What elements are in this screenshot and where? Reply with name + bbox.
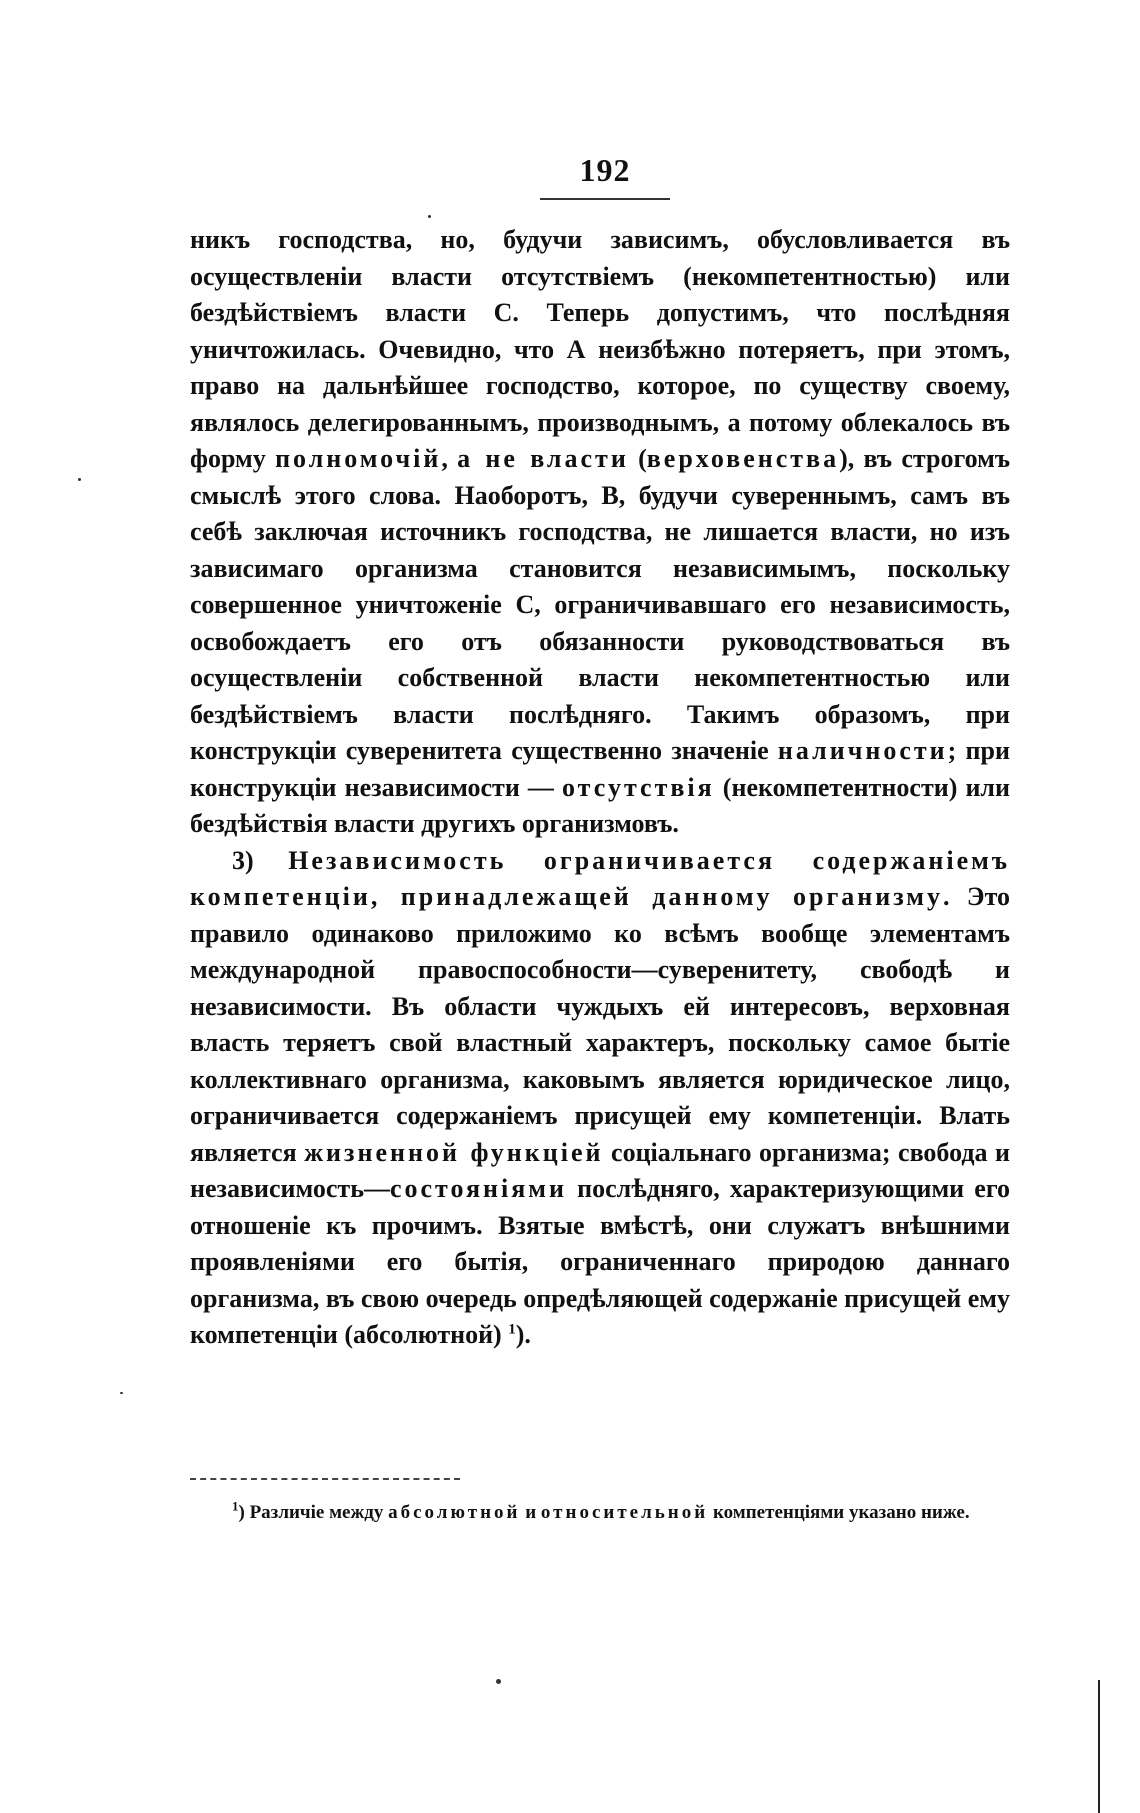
page-number: 192 — [579, 152, 631, 188]
paragraph-1-spaced-1: полномочій — [275, 444, 442, 473]
paragraph-1-spaced-3: верховенства — [646, 444, 840, 473]
footnote-mark: 1 — [232, 1498, 239, 1514]
paragraph-2-spaced-1: Независимость ограничивается содержаніемъ компетенціи, принадлежащей данному организму — [190, 845, 1010, 911]
paragraph-2 — [190, 843, 1010, 1354]
scan-speck — [78, 478, 81, 481]
paragraph-2-text-4: ). — [515, 1320, 531, 1349]
footnote — [190, 1496, 1010, 1530]
paragraph-1-spaced-4: наличности — [777, 736, 948, 765]
paragraph-1-text-3: ( — [628, 444, 647, 473]
paragraph-2-text-3: послѣдняго, характеризующими его отношеніе къ прочимъ. Взятые вмѣстѣ, они служатъ внѣшними проявленіями его бытія, ограниченнаго природою даннаго организма, въ свою очередь опредѣляющей содержаніе присущей ему компетенціи (абсолютной) — [190, 1174, 1011, 1349]
paragraph-2-text-2: соціальнаго организма; свобода и независимость— — [190, 1137, 1011, 1203]
body-text — [190, 222, 1010, 1354]
paragraph-1-text-2: , — [441, 444, 458, 473]
footnote-text-2: и — [520, 1502, 541, 1523]
footnote-text-1: ) Различіе между — [238, 1502, 389, 1523]
paragraph-1-spaced-2: а не власти — [457, 444, 629, 473]
footnote-spaced-2: относительной — [540, 1502, 709, 1523]
page-number-underline — [540, 198, 670, 200]
footnote-spaced-1: абсолютной — [388, 1502, 521, 1523]
scan-edge-line — [1098, 1680, 1100, 1813]
paragraph-1-spaced-5: отсутствія — [562, 772, 715, 802]
paragraph-1 — [190, 222, 1010, 843]
footnote-reference: 1 — [508, 1321, 516, 1338]
footnote-separator — [190, 1478, 460, 1480]
paragraph-2-spaced-3: состояніями — [389, 1174, 567, 1203]
paragraph-2-spaced-2: жизненной функціей — [304, 1137, 604, 1167]
paragraph-1-text-6: (некомпетентности) или бездѣйствія власти другихъ организмовъ. — [190, 772, 1011, 838]
paragraph-1-text-5: ; при конструкціи независимости — — [190, 736, 1010, 802]
footnote-text-3: компетенціями указано ниже. — [708, 1502, 970, 1523]
paragraph-2-text-1: . Это правило одинаково приложимо ко всѣмъ вообще элементамъ международной правоспособности—суверенитету, свободѣ и независимости. Въ области чуждыхъ ей интересовъ, верховная власть теряетъ свой властный характеръ, поскольку самое бытіе коллективнаго организма, каковымъ является юридическое лицо, ограничивается содержаніемъ присущей ему компетенціи. Влать является — [190, 882, 1010, 1167]
paragraph-1-text-4: ), въ строгомъ смыслѣ этого слова. Наоборотъ, В, будучи сувереннымъ, самъ въ себѣ заключая источникъ господства, не лишается власти, но изъ зависимаго организма становится независимымъ, поскольку совершенное уничтоженіе С, ограничивавшаго его независимость, освобождаетъ его отъ обязанности руководствоваться въ осуществленіи собственной власти некомпетентностью или бездѣйствіемъ власти послѣдняго. Такимъ образомъ, при конструкціи суверенитета существенно значеніе — [190, 444, 1010, 765]
paragraph-2-lead: 3) — [232, 845, 289, 875]
scan-speck — [428, 215, 431, 218]
scan-speck — [496, 1679, 501, 1684]
paragraph-1-text-1: никъ господства, но, будучи зависимъ, обусловливается въ осуществленіи власти отсутствіемъ (некомпетентностью) или бездѣйствіемъ власти С. Теперь допустимъ, что послѣдняя уничтожилась. Очевидно, что А неизбѣжно потеряетъ, при этомъ, право на дальнѣйшее господство, которое, по существу своему, являлось делегированнымъ, производнымъ, а потому облекалось въ форму — [190, 225, 1010, 473]
scan-speck — [120, 1392, 123, 1394]
